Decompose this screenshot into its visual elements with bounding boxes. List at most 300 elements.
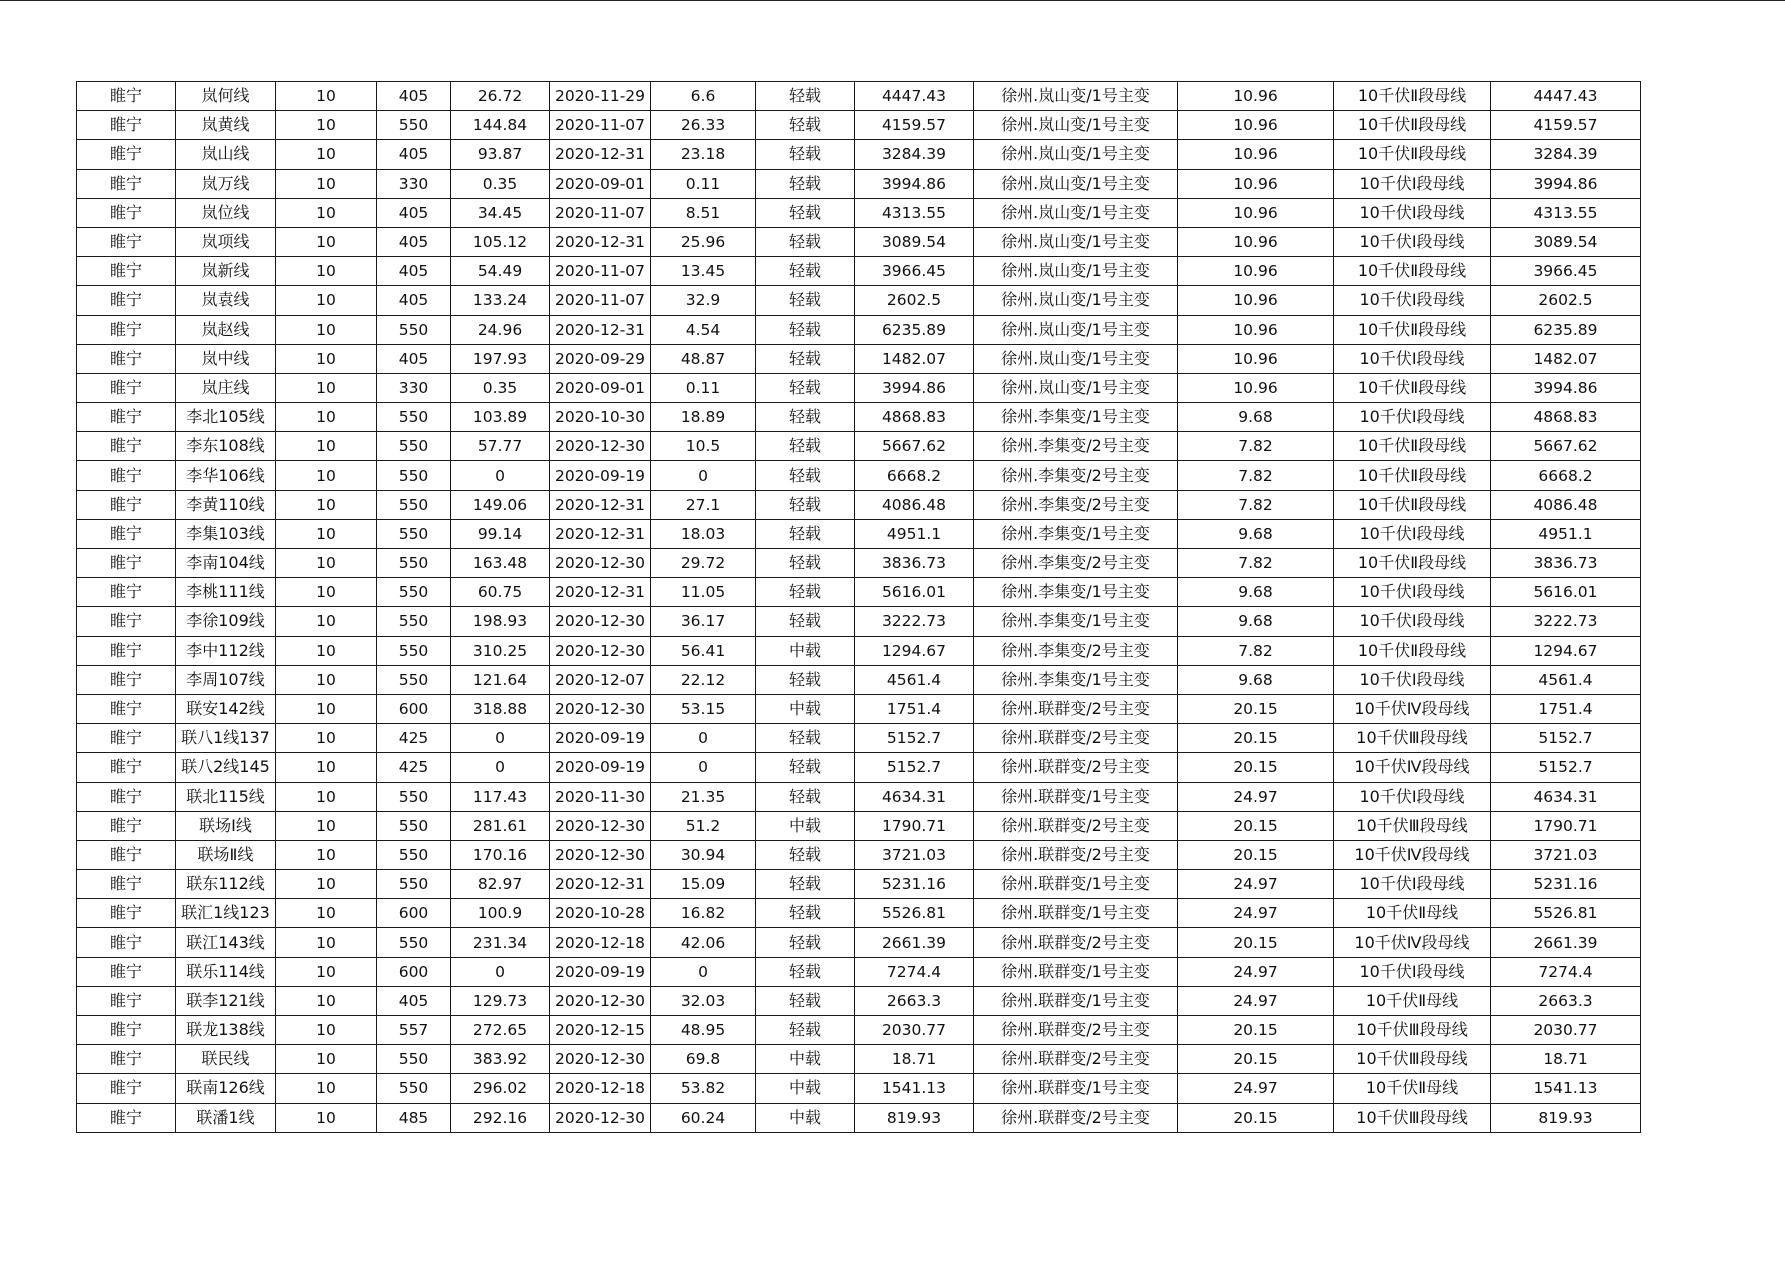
spare-capacity-cell: 3222.73: [855, 607, 974, 636]
load-status-cell: 中载: [756, 811, 855, 840]
transformer-cell: 徐州.李集变/2号主变: [974, 636, 1178, 665]
transformer-cell: 徐州.岚山变/1号主变: [974, 344, 1178, 373]
load-status-cell: 中载: [756, 1074, 855, 1103]
date-cell: 2020-12-31: [550, 227, 651, 256]
table-row: [77, 928, 1641, 957]
spare-capacity-cell: 3836.73: [855, 549, 974, 578]
spare-capacity-cell: 2661.39: [855, 928, 974, 957]
transformer-cell: 徐州.岚山变/1号主变: [974, 373, 1178, 402]
transformer-cell: 徐州.联群变/1号主变: [974, 782, 1178, 811]
line-name-cell: 岚中线: [176, 344, 276, 373]
spare-capacity-cell: 1541.13: [855, 1074, 974, 1103]
line-name-cell: 岚庄线: [176, 373, 276, 402]
voltage-cell: 10: [276, 198, 377, 227]
spare-capacity-cell: 3994.86: [855, 373, 974, 402]
transformer-value-cell: 24.97: [1178, 870, 1334, 899]
transformer-cell: 徐州.李集变/2号主变: [974, 549, 1178, 578]
voltage-cell: 10: [276, 344, 377, 373]
capacity-cell: 405: [377, 257, 451, 286]
bus-section-cell: 10千伏Ⅰ段母线: [1334, 403, 1491, 432]
spare-capacity-cell: 5231.16: [855, 870, 974, 899]
table-row: [77, 140, 1641, 169]
line-name-cell: 李桃111线: [176, 578, 276, 607]
transformer-cell: 徐州.李集变/2号主变: [974, 432, 1178, 461]
load-status-cell: 轻载: [756, 665, 855, 694]
county-cell: 睢宁: [77, 198, 176, 227]
line-name-cell: 李华106线: [176, 461, 276, 490]
county-cell: 睢宁: [77, 665, 176, 694]
available-capacity-cell: 3836.73: [1491, 549, 1641, 578]
bus-section-cell: 10千伏Ⅰ段母线: [1334, 665, 1491, 694]
spare-capacity-cell: 5526.81: [855, 899, 974, 928]
load-rate-cell: 30.94: [651, 840, 756, 869]
capacity-cell: 557: [377, 1016, 451, 1045]
date-cell: 2020-12-30: [550, 694, 651, 723]
transformer-cell: 徐州.联群变/2号主变: [974, 1045, 1178, 1074]
table-row: [77, 111, 1641, 140]
capacity-cell: 330: [377, 373, 451, 402]
county-cell: 睢宁: [77, 111, 176, 140]
capacity-cell: 405: [377, 344, 451, 373]
load-rate-cell: 36.17: [651, 607, 756, 636]
capacity-cell: 550: [377, 461, 451, 490]
available-capacity-cell: 4951.1: [1491, 519, 1641, 548]
county-cell: 睢宁: [77, 140, 176, 169]
spare-capacity-cell: 819.93: [855, 1103, 974, 1132]
bus-section-cell: 10千伏Ⅱ段母线: [1334, 373, 1491, 402]
bus-section-cell: 10千伏Ⅰ段母线: [1334, 286, 1491, 315]
load-cell: 197.93: [451, 344, 550, 373]
voltage-cell: 10: [276, 519, 377, 548]
load-status-cell: 中载: [756, 1045, 855, 1074]
capacity-cell: 550: [377, 432, 451, 461]
transformer-cell: 徐州.联群变/1号主变: [974, 899, 1178, 928]
load-status-cell: 轻载: [756, 899, 855, 928]
date-cell: 2020-12-30: [550, 607, 651, 636]
county-cell: 睢宁: [77, 928, 176, 957]
capacity-cell: 425: [377, 753, 451, 782]
transformer-cell: 徐州.联群变/1号主变: [974, 870, 1178, 899]
load-rate-cell: 29.72: [651, 549, 756, 578]
date-cell: 2020-10-30: [550, 403, 651, 432]
voltage-cell: 10: [276, 665, 377, 694]
spare-capacity-cell: 4313.55: [855, 198, 974, 227]
capacity-cell: 405: [377, 286, 451, 315]
table-body: [77, 82, 1641, 1133]
load-cell: 54.49: [451, 257, 550, 286]
line-name-cell: 岚山线: [176, 140, 276, 169]
transformer-value-cell: 10.96: [1178, 286, 1334, 315]
transformer-cell: 徐州.李集变/1号主变: [974, 607, 1178, 636]
transformer-cell: 徐州.联群变/2号主变: [974, 1016, 1178, 1045]
load-cell: 100.9: [451, 899, 550, 928]
date-cell: 2020-12-18: [550, 928, 651, 957]
transformer-cell: 徐州.李集变/1号主变: [974, 578, 1178, 607]
load-status-cell: 轻载: [756, 957, 855, 986]
load-rate-cell: 4.54: [651, 315, 756, 344]
capacity-cell: 550: [377, 636, 451, 665]
load-status-cell: 轻载: [756, 549, 855, 578]
transformer-cell: 徐州.岚山变/1号主变: [974, 82, 1178, 111]
available-capacity-cell: 1790.71: [1491, 811, 1641, 840]
voltage-cell: 10: [276, 1074, 377, 1103]
line-name-cell: 联东112线: [176, 870, 276, 899]
load-rate-cell: 15.09: [651, 870, 756, 899]
available-capacity-cell: 2663.3: [1491, 986, 1641, 1015]
spare-capacity-cell: 5616.01: [855, 578, 974, 607]
line-name-cell: 岚项线: [176, 227, 276, 256]
table-row: [77, 753, 1641, 782]
transformer-cell: 徐州.岚山变/1号主变: [974, 111, 1178, 140]
load-status-cell: 轻载: [756, 111, 855, 140]
line-name-cell: 李黄110线: [176, 490, 276, 519]
table-row: [77, 665, 1641, 694]
transformer-cell: 徐州.李集变/1号主变: [974, 519, 1178, 548]
county-cell: 睢宁: [77, 82, 176, 111]
load-cell: 99.14: [451, 519, 550, 548]
date-cell: 2020-12-30: [550, 840, 651, 869]
voltage-cell: 10: [276, 607, 377, 636]
line-name-cell: 联龙138线: [176, 1016, 276, 1045]
load-cell: 133.24: [451, 286, 550, 315]
date-cell: 2020-11-07: [550, 257, 651, 286]
transformer-cell: 徐州.岚山变/1号主变: [974, 286, 1178, 315]
spare-capacity-cell: 3966.45: [855, 257, 974, 286]
load-cell: 170.16: [451, 840, 550, 869]
load-status-cell: 轻载: [756, 344, 855, 373]
line-name-cell: 联汇1线123: [176, 899, 276, 928]
table-row: [77, 636, 1641, 665]
bus-section-cell: 10千伏Ⅲ段母线: [1334, 1016, 1491, 1045]
table-row: [77, 899, 1641, 928]
transformer-value-cell: 10.96: [1178, 257, 1334, 286]
load-status-cell: 轻载: [756, 1016, 855, 1045]
capacity-cell: 550: [377, 549, 451, 578]
page-top-rule: [0, 0, 1785, 1]
bus-section-cell: 10千伏Ⅱ段母线: [1334, 257, 1491, 286]
available-capacity-cell: 6668.2: [1491, 461, 1641, 490]
transformer-cell: 徐州.联群变/2号主变: [974, 694, 1178, 723]
bus-section-cell: 10千伏Ⅱ母线: [1334, 899, 1491, 928]
bus-section-cell: 10千伏Ⅰ段母线: [1334, 198, 1491, 227]
table-row: [77, 490, 1641, 519]
capacity-cell: 550: [377, 928, 451, 957]
voltage-cell: 10: [276, 1103, 377, 1132]
date-cell: 2020-12-31: [550, 519, 651, 548]
line-name-cell: 联民线: [176, 1045, 276, 1074]
spare-capacity-cell: 3721.03: [855, 840, 974, 869]
load-cell: 117.43: [451, 782, 550, 811]
available-capacity-cell: 4561.4: [1491, 665, 1641, 694]
capacity-cell: 425: [377, 724, 451, 753]
date-cell: 2020-12-30: [550, 1045, 651, 1074]
voltage-cell: 10: [276, 957, 377, 986]
county-cell: 睢宁: [77, 811, 176, 840]
transformer-value-cell: 9.68: [1178, 519, 1334, 548]
table-row: [77, 1103, 1641, 1132]
county-cell: 睢宁: [77, 870, 176, 899]
load-cell: 0.35: [451, 373, 550, 402]
date-cell: 2020-12-30: [550, 986, 651, 1015]
table-row: [77, 870, 1641, 899]
load-rate-cell: 18.89: [651, 403, 756, 432]
load-cell: 383.92: [451, 1045, 550, 1074]
transformer-value-cell: 10.96: [1178, 198, 1334, 227]
bus-section-cell: 10千伏Ⅲ段母线: [1334, 811, 1491, 840]
date-cell: 2020-12-31: [550, 315, 651, 344]
transformer-cell: 徐州.联群变/1号主变: [974, 1074, 1178, 1103]
load-cell: 26.72: [451, 82, 550, 111]
line-name-cell: 李北105线: [176, 403, 276, 432]
available-capacity-cell: 6235.89: [1491, 315, 1641, 344]
voltage-cell: 10: [276, 782, 377, 811]
voltage-cell: 10: [276, 899, 377, 928]
voltage-cell: 10: [276, 694, 377, 723]
county-cell: 睢宁: [77, 899, 176, 928]
available-capacity-cell: 7274.4: [1491, 957, 1641, 986]
transformer-value-cell: 20.15: [1178, 1103, 1334, 1132]
load-cell: 231.34: [451, 928, 550, 957]
load-status-cell: 轻载: [756, 169, 855, 198]
available-capacity-cell: 4634.31: [1491, 782, 1641, 811]
transformer-value-cell: 20.15: [1178, 811, 1334, 840]
transformer-cell: 徐州.联群变/2号主变: [974, 840, 1178, 869]
spare-capacity-cell: 1294.67: [855, 636, 974, 665]
load-rate-cell: 6.6: [651, 82, 756, 111]
capacity-cell: 550: [377, 578, 451, 607]
line-name-cell: 联场Ⅱ线: [176, 840, 276, 869]
transformer-cell: 徐州.李集变/1号主变: [974, 403, 1178, 432]
voltage-cell: 10: [276, 82, 377, 111]
line-name-cell: 岚新线: [176, 257, 276, 286]
capacity-cell: 405: [377, 140, 451, 169]
voltage-cell: 10: [276, 169, 377, 198]
transformer-value-cell: 20.15: [1178, 753, 1334, 782]
county-cell: 睢宁: [77, 607, 176, 636]
spare-capacity-cell: 5152.7: [855, 753, 974, 782]
transformer-cell: 徐州.联群变/2号主变: [974, 1103, 1178, 1132]
load-rate-cell: 23.18: [651, 140, 756, 169]
load-rate-cell: 0.11: [651, 169, 756, 198]
transformer-value-cell: 24.97: [1178, 1074, 1334, 1103]
load-status-cell: 轻载: [756, 490, 855, 519]
county-cell: 睢宁: [77, 782, 176, 811]
load-rate-cell: 51.2: [651, 811, 756, 840]
line-name-cell: 李东108线: [176, 432, 276, 461]
transformer-value-cell: 20.15: [1178, 724, 1334, 753]
load-status-cell: 轻载: [756, 519, 855, 548]
transformer-cell: 徐州.李集变/1号主变: [974, 665, 1178, 694]
spare-capacity-cell: 4951.1: [855, 519, 974, 548]
load-cell: 0: [451, 753, 550, 782]
load-rate-cell: 11.05: [651, 578, 756, 607]
bus-section-cell: 10千伏Ⅱ段母线: [1334, 636, 1491, 665]
load-cell: 34.45: [451, 198, 550, 227]
voltage-cell: 10: [276, 578, 377, 607]
voltage-cell: 10: [276, 636, 377, 665]
table-row: [77, 344, 1641, 373]
load-status-cell: 轻载: [756, 607, 855, 636]
date-cell: 2020-10-28: [550, 899, 651, 928]
load-rate-cell: 0: [651, 461, 756, 490]
spare-capacity-cell: 2602.5: [855, 286, 974, 315]
date-cell: 2020-12-30: [550, 636, 651, 665]
transformer-cell: 徐州.岚山变/1号主变: [974, 257, 1178, 286]
transformer-value-cell: 9.68: [1178, 578, 1334, 607]
voltage-cell: 10: [276, 490, 377, 519]
load-rate-cell: 8.51: [651, 198, 756, 227]
line-name-cell: 联北115线: [176, 782, 276, 811]
bus-section-cell: 10千伏Ⅳ段母线: [1334, 694, 1491, 723]
transformer-value-cell: 20.15: [1178, 1045, 1334, 1074]
capacity-cell: 600: [377, 957, 451, 986]
load-cell: 0: [451, 957, 550, 986]
capacity-cell: 405: [377, 82, 451, 111]
load-cell: 105.12: [451, 227, 550, 256]
load-rate-cell: 60.24: [651, 1103, 756, 1132]
capacity-cell: 485: [377, 1103, 451, 1132]
bus-section-cell: 10千伏Ⅰ段母线: [1334, 870, 1491, 899]
load-status-cell: 中载: [756, 1103, 855, 1132]
line-name-cell: 岚何线: [176, 82, 276, 111]
transformer-cell: 徐州.岚山变/1号主变: [974, 227, 1178, 256]
load-rate-cell: 0: [651, 957, 756, 986]
load-rate-cell: 53.82: [651, 1074, 756, 1103]
spare-capacity-cell: 18.71: [855, 1045, 974, 1074]
transformer-cell: 徐州.岚山变/1号主变: [974, 198, 1178, 227]
load-status-cell: 轻载: [756, 432, 855, 461]
date-cell: 2020-11-07: [550, 198, 651, 227]
load-rate-cell: 69.8: [651, 1045, 756, 1074]
capacity-cell: 550: [377, 870, 451, 899]
county-cell: 睢宁: [77, 1016, 176, 1045]
line-name-cell: 岚万线: [176, 169, 276, 198]
date-cell: 2020-12-31: [550, 578, 651, 607]
bus-section-cell: 10千伏Ⅰ段母线: [1334, 519, 1491, 548]
load-status-cell: 轻载: [756, 461, 855, 490]
county-cell: 睢宁: [77, 373, 176, 402]
county-cell: 睢宁: [77, 1045, 176, 1074]
line-name-cell: 联八2线145: [176, 753, 276, 782]
county-cell: 睢宁: [77, 257, 176, 286]
date-cell: 2020-12-15: [550, 1016, 651, 1045]
capacity-cell: 550: [377, 403, 451, 432]
voltage-cell: 10: [276, 315, 377, 344]
load-rate-cell: 13.45: [651, 257, 756, 286]
load-rate-cell: 0: [651, 724, 756, 753]
available-capacity-cell: 1541.13: [1491, 1074, 1641, 1103]
load-cell: 0.35: [451, 169, 550, 198]
load-rate-cell: 32.03: [651, 986, 756, 1015]
load-cell: 0: [451, 461, 550, 490]
county-cell: 睢宁: [77, 578, 176, 607]
date-cell: 2020-09-19: [550, 957, 651, 986]
table-row: [77, 82, 1641, 111]
table-row: [77, 724, 1641, 753]
available-capacity-cell: 5667.62: [1491, 432, 1641, 461]
table-row: [77, 840, 1641, 869]
spare-capacity-cell: 3089.54: [855, 227, 974, 256]
available-capacity-cell: 5231.16: [1491, 870, 1641, 899]
capacity-cell: 550: [377, 840, 451, 869]
load-cell: 24.96: [451, 315, 550, 344]
spare-capacity-cell: 6235.89: [855, 315, 974, 344]
voltage-cell: 10: [276, 1045, 377, 1074]
load-cell: 103.89: [451, 403, 550, 432]
load-cell: 310.25: [451, 636, 550, 665]
line-name-cell: 李中112线: [176, 636, 276, 665]
table-row: [77, 986, 1641, 1015]
spare-capacity-cell: 2663.3: [855, 986, 974, 1015]
county-cell: 睢宁: [77, 753, 176, 782]
load-rate-cell: 26.33: [651, 111, 756, 140]
available-capacity-cell: 1482.07: [1491, 344, 1641, 373]
spare-capacity-cell: 4447.43: [855, 82, 974, 111]
capacity-cell: 550: [377, 1045, 451, 1074]
capacity-cell: 550: [377, 490, 451, 519]
bus-section-cell: 10千伏Ⅳ段母线: [1334, 840, 1491, 869]
voltage-cell: 10: [276, 986, 377, 1015]
county-cell: 睢宁: [77, 957, 176, 986]
voltage-cell: 10: [276, 870, 377, 899]
line-name-cell: 联八1线137: [176, 724, 276, 753]
load-cell: 292.16: [451, 1103, 550, 1132]
load-status-cell: 轻载: [756, 373, 855, 402]
load-cell: 163.48: [451, 549, 550, 578]
table-row: [77, 373, 1641, 402]
available-capacity-cell: 5526.81: [1491, 899, 1641, 928]
table-row: [77, 1074, 1641, 1103]
load-rate-cell: 10.5: [651, 432, 756, 461]
line-name-cell: 联南126线: [176, 1074, 276, 1103]
transformer-value-cell: 24.97: [1178, 899, 1334, 928]
county-cell: 睢宁: [77, 840, 176, 869]
line-name-cell: 李集103线: [176, 519, 276, 548]
load-cell: 281.61: [451, 811, 550, 840]
bus-section-cell: 10千伏Ⅱ段母线: [1334, 315, 1491, 344]
table-row: [77, 957, 1641, 986]
transformer-value-cell: 10.96: [1178, 111, 1334, 140]
transformer-value-cell: 10.96: [1178, 169, 1334, 198]
transformer-value-cell: 20.15: [1178, 840, 1334, 869]
available-capacity-cell: 3721.03: [1491, 840, 1641, 869]
spare-capacity-cell: 4634.31: [855, 782, 974, 811]
load-status-cell: 中载: [756, 694, 855, 723]
load-rate-cell: 16.82: [651, 899, 756, 928]
bus-section-cell: 10千伏Ⅳ段母线: [1334, 928, 1491, 957]
spare-capacity-cell: 2030.77: [855, 1016, 974, 1045]
load-status-cell: 轻载: [756, 286, 855, 315]
load-rate-cell: 48.87: [651, 344, 756, 373]
table-row: [77, 519, 1641, 548]
line-name-cell: 联李121线: [176, 986, 276, 1015]
available-capacity-cell: 5616.01: [1491, 578, 1641, 607]
date-cell: 2020-12-31: [550, 140, 651, 169]
bus-section-cell: 10千伏Ⅰ段母线: [1334, 169, 1491, 198]
date-cell: 2020-12-18: [550, 1074, 651, 1103]
capacity-cell: 550: [377, 665, 451, 694]
voltage-cell: 10: [276, 811, 377, 840]
load-cell: 57.77: [451, 432, 550, 461]
bus-section-cell: 10千伏Ⅱ段母线: [1334, 140, 1491, 169]
available-capacity-cell: 4313.55: [1491, 198, 1641, 227]
transformer-cell: 徐州.联群变/2号主变: [974, 928, 1178, 957]
date-cell: 2020-09-01: [550, 169, 651, 198]
load-cell: 318.88: [451, 694, 550, 723]
load-status-cell: 轻载: [756, 403, 855, 432]
available-capacity-cell: 5152.7: [1491, 724, 1641, 753]
load-cell: 198.93: [451, 607, 550, 636]
